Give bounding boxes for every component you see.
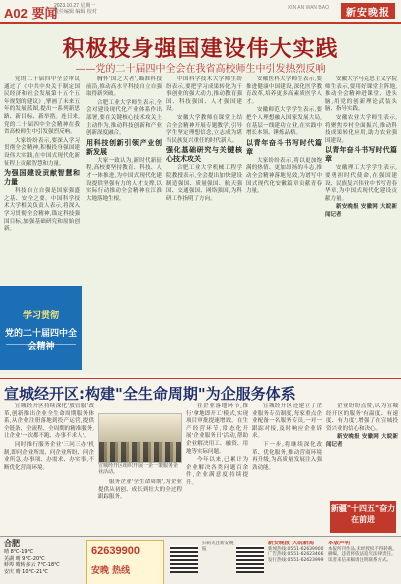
divider [6, 344, 76, 359]
section-heading: 强化基础研究与关键核心技术攻关 [166, 146, 242, 164]
paragraph: 今年以来,已累计为企业解决各类问题百余件,企业满意度持续提升。 [186, 457, 248, 486]
byline: 新安晚报 安徽网 大皖新闻记者 [326, 434, 398, 448]
photo-caption: 宣城经开区组织开展一企一策服务企业活动。 [98, 463, 179, 475]
paragraph: 合肥工业大学师生表示,全会对建设现代化产业体系作出部署,要在关键核心技术攻关上主动作为,推动科技创新和产业创新深度融合。 [86, 99, 162, 137]
paragraph: 胸怀'国之大者',瞄准科技前沿,推动高水平科技自立自强取得新突破。 [86, 76, 162, 98]
section-heading: 用科技创新引领产业创新发展 [86, 138, 162, 156]
feature-badge [0, 286, 82, 370]
weather-box [4, 539, 82, 575]
paragraph: 科技自立自强是国家强盛之基、安全之要。中国科学技术大学相关负责人表示,将深入学习贯彻全会精神,锚定科技强国目标,加强基础研究和原始创新。 [4, 188, 80, 233]
top-column-4 [246, 76, 322, 374]
notice-title: 本版声明 [328, 541, 351, 546]
paragraph: 大家纷纷表示,要深入学习贯彻全会精神,积极投身强国建设伟大实践,在中国式现代化新征程上贡献智慧和力量。 [4, 137, 80, 167]
weather-line: 晴 8℃-19℃ [4, 549, 34, 555]
news-photo [98, 413, 182, 463]
contact-title: 新安晚报 大皖新闻 [268, 541, 314, 546]
paragraph: 安徽师范大学学生表示,要把个人理想融入国家发展大局,在基层一线建功立业,在实践中增长本领、锤炼品格。 [246, 107, 322, 137]
weather-line: 蚌埠 晴转多云 7℃-18℃ [4, 562, 60, 568]
hotline-number: 62639900 [91, 545, 140, 557]
top-column-3 [166, 76, 242, 374]
brand-subtitle: XIN AN WAN BAO [287, 5, 329, 11]
weather-line: 芜湖 晴 9℃-20℃ [4, 555, 45, 562]
contact-text: 新闻热线:0551-62639900 广告热线:0551-62623466 发行热线:0551-62623999 [268, 546, 324, 563]
paragraph: 宣城经开区持续深化'放管服'改革,创新推出企业全生命周期服务体系,从企业注册落地到投产运营,提供全链条、全流程、全周期的精准服务,让企业'一次都不跑、办事不求人'。 [4, 403, 94, 440]
paragraph: 大家纷纷表示,将以更加饱满的热情、更加昂扬的斗志,推动全会精神落地见效,为谱写中国式现代化安徽篇章贡献青春力量。 [246, 157, 322, 195]
bottom-column-3 [186, 403, 248, 533]
brand-logo: 新安晚报 [341, 3, 395, 19]
top-headline: 积极投身强国建设伟大实践 [62, 37, 339, 62]
paragraph: 中国科学技术大学师生纷纷表示,要把学习成果转化为干事创业的强大动力,推动教育强国、科技强国、人才强国建设。 [166, 76, 242, 113]
notice-text: 本报所刊作品,未经授权不得转载、摘编。违者将依法追究法律责任。读者来信来稿请注明联系方式。 [328, 546, 397, 563]
qr-caption: 扫码关注新安晚报 [202, 541, 234, 552]
top-column-5 [325, 76, 397, 374]
paragraph: 大家一致认为,新时代新征程,高校要坚持教育、科技、人才一体推进,为中国式现代化建设提供坚强有力的人才支撑,以实际行动推动全会精神在江淮大地落地生根。 [86, 157, 162, 202]
bottom-column-2 [98, 479, 182, 533]
section-heading: 以青年奋斗书写时代篇章 [325, 146, 397, 164]
top-subhead: ——党的二十届四中全会在我省高校师生中引发热烈反响 [75, 64, 326, 75]
top-story [0, 24, 401, 374]
byline: 新安晚报 安徽网 大皖新闻记者 [325, 204, 397, 218]
section-heading: 以青年奋斗书写时代篇章 [246, 138, 322, 156]
issue-meta: 2023.10.27 星期一 责任编辑 编辑 校对 [54, 3, 97, 15]
paragraph: 安徽大学马克思主义学院师生表示,要用好课堂主阵地,推动全会精神进课堂、进头脑,用党的创新理论武装头脑、指导实践。 [325, 76, 397, 113]
hotline-ad[interactable] [86, 540, 164, 584]
paragraph: 服务企业'全生命周期',为企业提供从初创、成长到壮大的全过程跟踪服务。 [98, 479, 182, 501]
paragraph: 安徽大学教师在课堂上结合全会精神开展专题教学,引导学生坚定理想信念,立志成为堪当民族复兴重任的时代新人。 [166, 114, 242, 144]
section-heading: 为强国建设贡献智慧和力量 [4, 169, 80, 187]
weather-city: 合肥 [4, 539, 20, 548]
footer [0, 536, 401, 584]
notice [328, 541, 398, 583]
bottom-column-5 [326, 403, 398, 503]
paragraph: 安徽农业大学师生表示,将聚焦乡村全面振兴,推动科技成果转化应用,助力农业强国建设。 [325, 114, 397, 144]
hotline-label: 安晚 热线 [91, 566, 131, 576]
paragraph: 安徽理工大学学生表示,要勇担时代使命,在强国建设、民族复兴伟业中书写青春华章,为中国式现代化建设贡献力量。 [325, 165, 397, 202]
masthead [0, 0, 401, 24]
paragraph: 安徽医科大学师生表示,要推进健康中国建设,深化医学教育改革,培养更多高素质医学人才。 [246, 76, 322, 105]
paragraph: 宣城经开区还建立了企业服务专员制度,每家重点企业配备一名服务专员,一对一跟踪对接,及时响应企业诉求。 [252, 403, 322, 440]
top-column-1 [4, 76, 80, 276]
bottom-headline: 宣城经开区:构建"全生命周期"为企服务体系 [4, 385, 296, 403]
contact-info [268, 541, 324, 583]
paragraph: 党的二十届四中全会审议通过了《中共中央关于制定国民经济和社会发展第十五个五年规划的建议》,擘画了未来五年的发展蓝图,提出一系列新思路、新目标、新举措。连日来,党的二十届四中全会精神在我省高校师生中引发强烈反响。 [4, 76, 80, 136]
paragraph: 下一步,将继续深化改革、优化服务,推动营商环境再升级,为高质量发展注入强劲动能。 [252, 441, 322, 471]
paragraph: 同时推行服务企业'三问三办'机制,即问企业所需、问企业所盼、问企业所急,办事项、办需求、办实事,不断优化营商环境。 [4, 441, 94, 471]
top-column-2 [86, 76, 162, 374]
feature-badge-subtitle: 党的二十届四中全会精神 [4, 329, 77, 352]
bottom-story [0, 378, 401, 535]
qr-code-icon[interactable] [236, 545, 264, 573]
bottom-column-4 [252, 403, 322, 533]
bottom-column-1 [4, 403, 94, 533]
paragraph: 合肥工业大学机械工程学院教授表示,全会提出加快建设制造强国、质量强国、航天强国、交通强国、网络强国,为科研工作指明了方向。 [166, 165, 242, 202]
paragraph: 在企业落地环节,推行'拿地即开工'模式,实现项目审批提速增效。在生产经营环节,常态化开展'企业服务日'活动,帮助企业解决用工、融资、用地等实际问题。 [186, 403, 248, 455]
promo-banner[interactable]: 新疆"十四五"奋力在前进 [330, 501, 396, 533]
photo-crowd [99, 442, 181, 462]
feature-badge-title: 学习贯彻 [22, 311, 59, 321]
paragraph: 企业纷纷点赞,认为宣城经开区的服务'有温度、有速度、有力度',增强了在宣城投资兴业的信心和决心。 [326, 403, 398, 432]
page-code: A02 要闻 [4, 6, 58, 21]
weather-line: 安庆 晴 10℃-21℃ [4, 568, 48, 575]
qr-code-icon[interactable] [170, 545, 198, 573]
